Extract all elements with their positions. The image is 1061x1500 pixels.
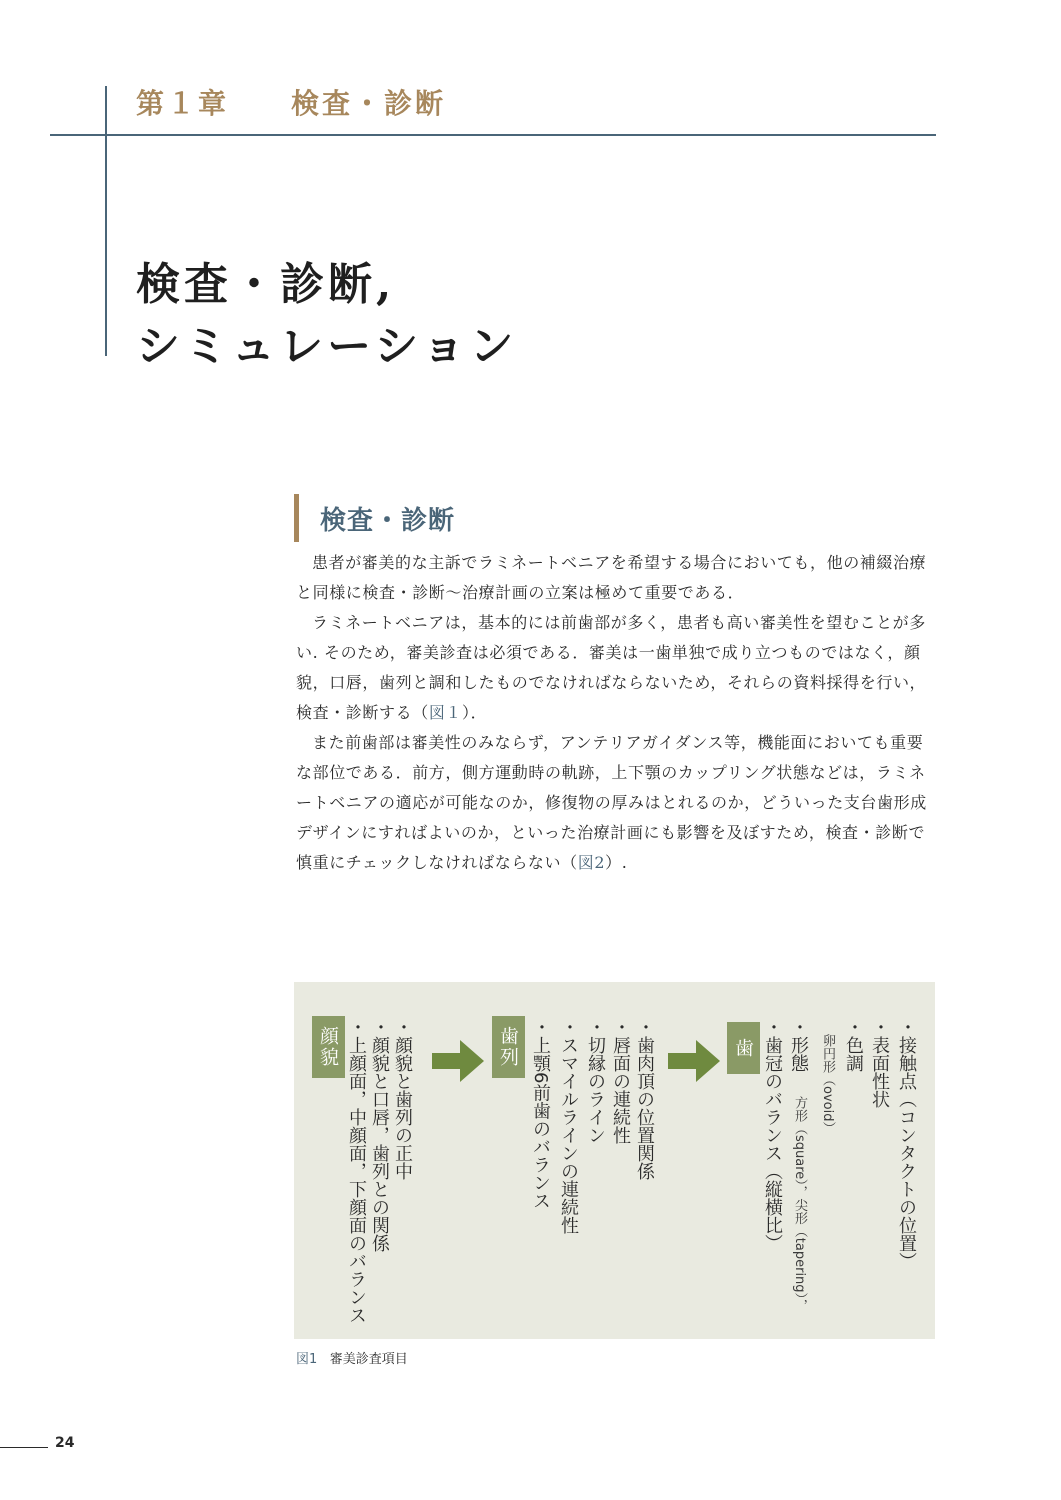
body-text: [296, 548, 936, 878]
figure-1-panel: [294, 982, 935, 1339]
tooth-item-4: ・形態: [788, 1018, 809, 1072]
paragraph-2-text: ラミネートベニアは，基本的には前歯部が多く，患者も高い審美性を望むことが多い. そのため，審美診査は必須である．審美は一歯単独で成り立つものではなく，顔貌，口唇，歯列と調和したものでなければならないため，それらの資料採得を行い，検査・診断する（: [296, 613, 927, 722]
face-item-2: ・顔貌と口唇，歯列との関係: [369, 1018, 390, 1252]
paragraph-2-end: ）．: [462, 703, 488, 722]
section-heading: 検査・診断: [320, 506, 456, 536]
paragraph-3-text: また前歯部は審美性のみならず，アンテリアガイダンス等，機能面においても重要な部位である．前方，側方運動時の軌跡，上下顎のカップリング状態などは，ラミネートベニアの適応が可能なのか，修復物の厚みはとれるのか，どういった支台歯形成デザインにすればよいのか，といった治療計画にも影響を及ぼすため，検査・診断で慎重にチェックしなければならない（: [296, 733, 927, 872]
tooth-shape-note-1: 卵円形（ovoid）: [820, 1034, 835, 1135]
tooth-item-2: ・表面性状: [869, 1018, 890, 1108]
face-item-3: ・上顔面，中顔面，下顔面のバランス: [346, 1018, 367, 1324]
arrow-right-icon: [432, 1040, 484, 1082]
arrow-right-icon: [668, 1040, 720, 1082]
category-box-face: 顔貌: [312, 1016, 345, 1078]
header-horizontal-rule: [50, 134, 936, 136]
paragraph-3-end: ）.: [605, 853, 628, 872]
dentition-item-2: ・唇面の連続性: [610, 1018, 631, 1144]
dentition-item-1: ・歯肉頂の位置関係: [634, 1018, 655, 1180]
dentition-item-3: ・切縁のライン: [585, 1018, 606, 1144]
tooth-item-3: ・色調: [843, 1018, 864, 1072]
paragraph-1: 患者が審美的な主訴でラミネートベニアを希望する場合においても，他の補綴治療と同様に検査・診断～治療計画の立案は極めて重要である．: [296, 553, 927, 602]
dentition-item-5: ・上顎6前歯のバランス: [530, 1018, 551, 1210]
figure-1-caption: [296, 1348, 408, 1367]
tooth-item-1: ・接触点（コンタクトの位置）: [896, 1018, 917, 1270]
page-title-line-1: 検査・診断,: [136, 259, 396, 310]
dentition-item-4: ・スマイルラインの連続性: [558, 1018, 579, 1234]
tooth-item-5: ・歯冠のバランス（縦横比）: [762, 1018, 783, 1252]
page-number: 24: [55, 1435, 75, 1451]
figure-1-reference[interactable]: 図１: [428, 703, 463, 722]
face-item-1: ・顔貌と歯列の正中: [392, 1018, 413, 1180]
header-vertical-rule: [105, 86, 107, 356]
section-accent-bar: [294, 494, 299, 542]
footer-rule: [0, 1447, 48, 1448]
figure-1-number: 図1: [296, 1352, 318, 1367]
figure-1-caption-text: 審美診査項目: [329, 1352, 408, 1367]
paragraph-3: [296, 728, 936, 878]
figure-2-reference[interactable]: 図2: [577, 853, 606, 872]
paragraph-2: [296, 608, 936, 728]
category-box-tooth: 歯: [727, 1022, 760, 1074]
category-box-dentition: 歯列: [492, 1016, 525, 1078]
chapter-heading: 第１章 検査・診断: [136, 87, 447, 120]
tooth-shape-note-2: 方形（square），尖形（tapering），: [792, 1096, 807, 1313]
page-title-line-2: シミュレーション: [136, 321, 518, 372]
